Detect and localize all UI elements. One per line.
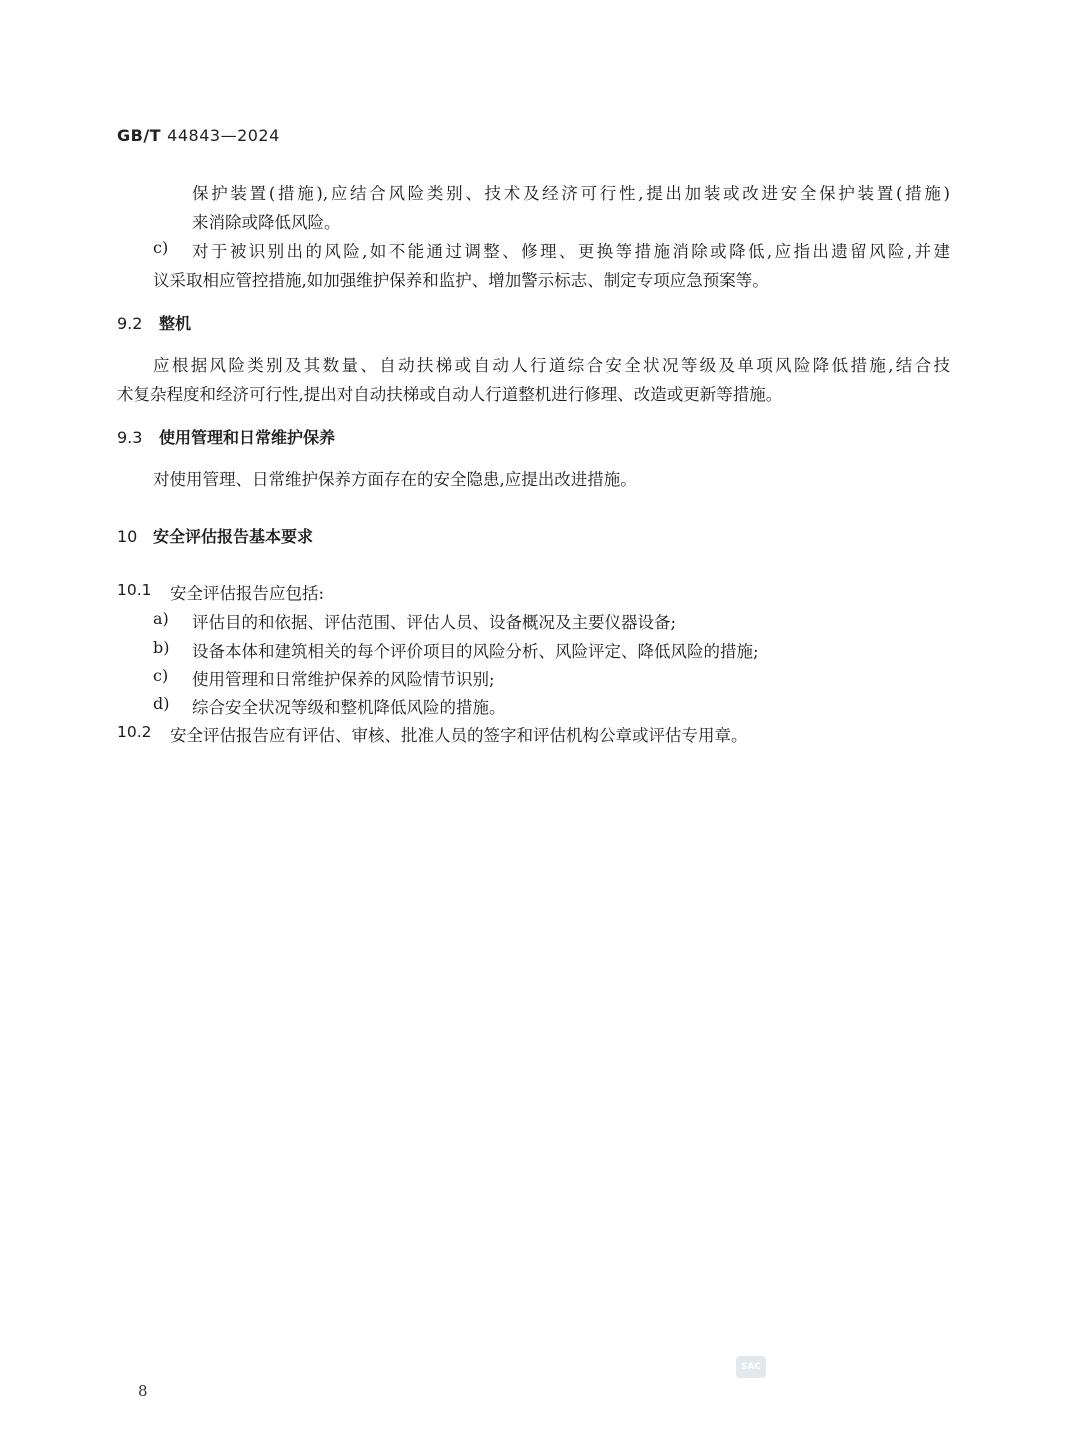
standard-number: 44843—2024 [167, 126, 280, 145]
clause-number-10-2: 10.2 [117, 723, 152, 741]
section-title: 整机 [159, 314, 192, 333]
clause-number-10-1: 10.1 [117, 581, 152, 599]
section-9-3-line-1: 对使用管理、日常维护保养方面存在的安全隐患,应提出改进措施。 [153, 470, 637, 489]
clause-10-2-text: 安全评估报告应有评估、审核、批准人员的签字和评估机构公章或评估专用章。 [170, 726, 748, 745]
standard-prefix: GB/T [117, 126, 162, 145]
page-number: 8 [138, 1382, 148, 1400]
list-item-c: 使用管理和日常维护保养的风险情节识别; [192, 670, 495, 689]
item-c-line-2: 议采取相应管控措施,如加强维护保养和监护、增加警示标志、制定专项应急预案等。 [153, 271, 769, 290]
continuation-line-2: 来消除或降低风险。 [192, 213, 341, 232]
section-title: 使用管理和日常维护保养 [159, 428, 336, 447]
chapter-title: 安全评估报告基本要求 [153, 527, 314, 546]
standard-code [117, 126, 280, 145]
sac-watermark-logo: SAC [736, 1356, 766, 1378]
section-heading-9-2 [117, 311, 191, 334]
section-number: 9.2 [117, 314, 143, 333]
list-item-d: 综合安全状况等级和整机降低风险的措施。 [192, 698, 506, 717]
list-marker-c: c) [153, 238, 169, 257]
clause-10-1-text: 安全评估报告应包括: [170, 584, 325, 603]
chapter-number: 10 [117, 527, 138, 546]
chapter-heading-10 [117, 524, 313, 547]
list-item-a: 评估目的和依据、评估范围、评估人员、设备概况及主要仪器设备; [192, 613, 677, 632]
list-marker-a: a) [153, 609, 169, 628]
list-marker-c: c) [153, 666, 169, 685]
section-9-2-line-2: 术复杂程度和经济可行性,提出对自动扶梯或自动人行道整机进行修理、改造或更新等措施。 [117, 385, 783, 404]
continuation-line-1: 保护装置(措施),应结合风险类别、技术及经济可行性,提出加装或改进安全保护装置(措施) [192, 184, 950, 203]
section-9-2-line-1: 应根据风险类别及其数量、自动扶梯或自动人行道综合安全状况等级及单项风险降低措施,结合技 [153, 356, 950, 375]
list-marker-d: d) [153, 694, 170, 713]
section-number: 9.3 [117, 428, 143, 447]
list-item-b: 设备本体和建筑相关的每个评价项目的风险分析、风险评定、降低风险的措施; [192, 642, 759, 661]
section-heading-9-3 [117, 425, 335, 448]
item-c-line-1: 对于被识别出的风险,如不能通过调整、修理、更换等措施消除或降低,应指出遗留风险,并建 [192, 242, 950, 261]
list-marker-b: b) [153, 638, 170, 657]
